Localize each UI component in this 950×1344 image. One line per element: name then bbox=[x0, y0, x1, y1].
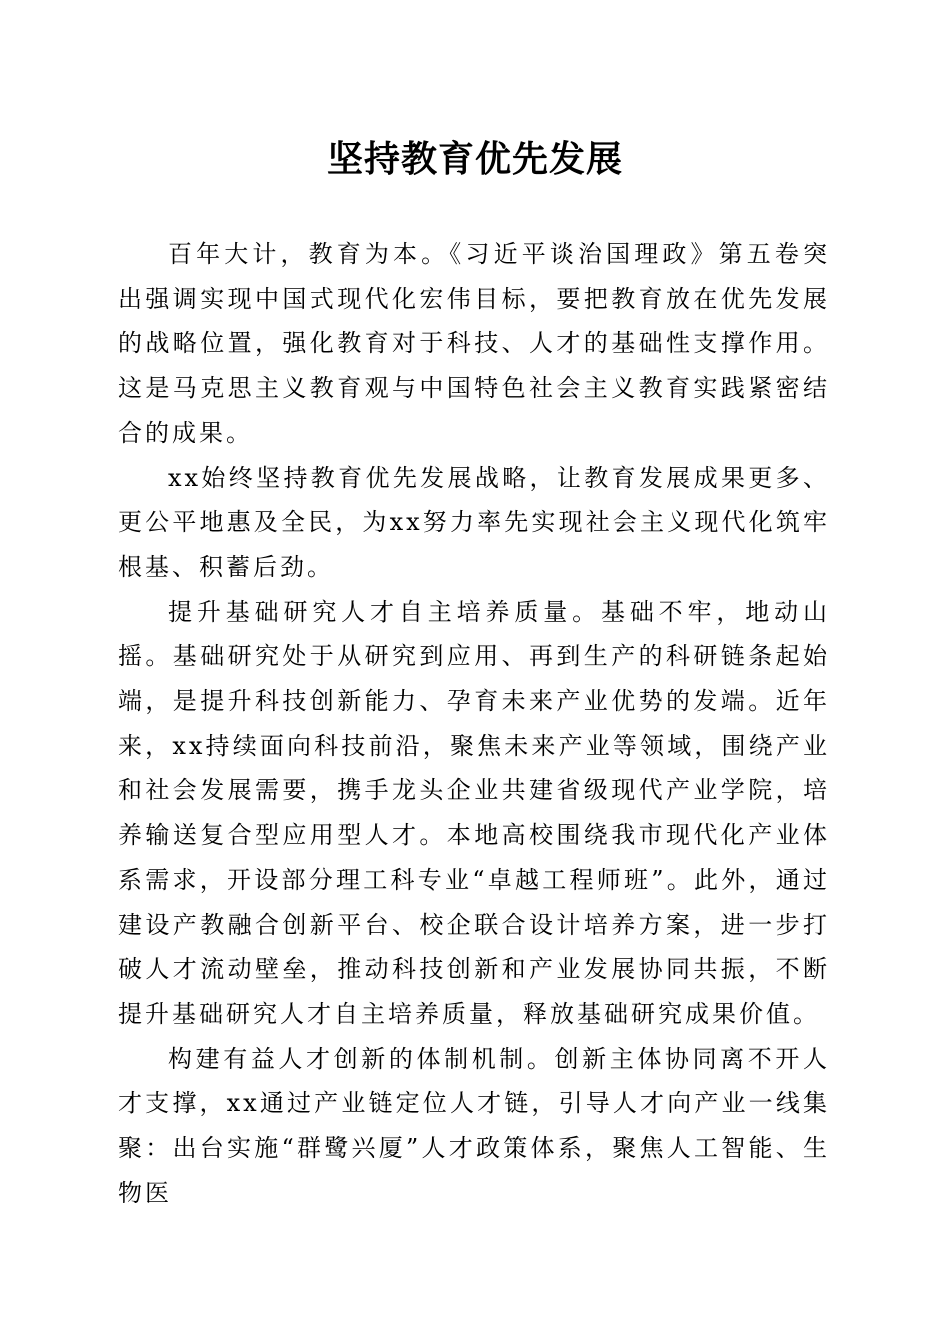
document-title: 坚持教育优先发展 bbox=[326, 138, 623, 180]
paragraph-basic-research: 提升基础研究人才自主培养质量。基础不牢，地动山摇。基础研究处于从研究到应用、再到生产的科研链条起始端，是提升科技创新能力、孕育未来产业优势的发端。近年来，xx持续面向科技前沿，聚焦未来产业等领域，围绕产业和社会发展需要，携手龙头企业共建省级现代产业学院，培养输送复合型应用型人才。本地高校围绕我市现代化产业体系需求，开设部分理工科专业“卓越工程师班”。此外，通过建设产教融合创新平台、校企联合设计培养方案，进一步打破人才流动壁垒，推动科技创新和产业发展协同共振，不断提升基础研究人才自主培养质量，释放基础研究成果价值。 bbox=[118, 597, 830, 1028]
paragraph-intro: 百年大计，教育为本。《习近平谈治国理政》第五卷突出强调实现中国式现代化宏伟目标，要把教育放在优先发展的战略位置，强化教育对于科技、人才的基础性支撑作用。这是马克思主义教育观与中国特色社会主义教育实践紧密结合的成果。 bbox=[118, 240, 830, 447]
paragraph-strategy: xx始终坚持教育优先发展战略，让教育发展成果更多、更公平地惠及全民，为xx努力率先实现社会主义现代化筑牢根基、积蓄后劲。 bbox=[118, 463, 830, 581]
paragraph-talent-mechanism: 构建有益人才创新的体制机制。创新主体协同离不开人才支撑，xx通过产业链定位人才链，引导人才向产业一线集聚：出台实施“群鹭兴厦”人才政策体系，聚焦人工智能、生物医 bbox=[118, 1044, 830, 1207]
document-body bbox=[118, 232, 830, 1215]
